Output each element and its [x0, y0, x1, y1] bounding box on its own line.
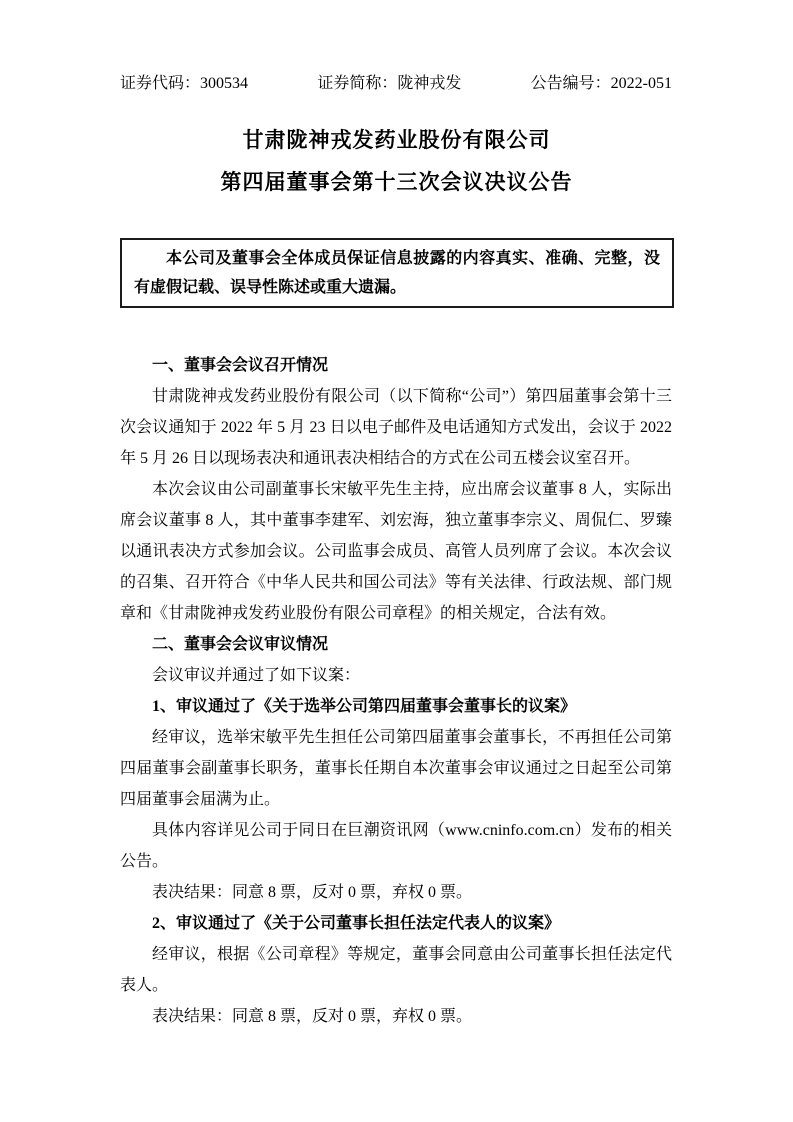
section-2-heading: 二、董事会会议审议情况	[152, 636, 329, 653]
para-meeting-notice: 甘肃陇神戎发药业股份有限公司（以下简称“公司”）第四届董事会第十三次会议通知于 2022 年 5 月 23 日以电子邮件及电话通知方式发出，会议于 2022 年 5 月 26 日以现场表决和通讯表决相结合的方式在公司五楼会议室召开。	[120, 388, 672, 467]
para-meeting-attendance: 本次会议由公司副董事长宋敏平先生主持，应出席会议董事 8 人，实际出席会议董事 8 人，其中董事李建军、刘宏海，独立董事李宗义、周侃仁、罗臻以通讯表决方式参加会议。公司监事会成员、高管人员列席了会议。本次会议的召集、召开符合《中华人民共和国公司法》等有关法律、行政法规、部门规章和《甘肃陇神戎发药业股份有限公司章程》的相关规定，合法有效。	[120, 481, 672, 622]
section-1-heading: 一、董事会会议召开情况	[152, 357, 329, 374]
document-header	[0, 0, 793, 93]
announcement-number: 公告编号：2022-051	[530, 75, 672, 92]
company-title: 甘肃陇神戎发药业股份有限公司	[242, 128, 551, 152]
para-resolutions-intro: 会议审议并通过了如下议案：	[152, 667, 361, 684]
para-item1-reference: 具体内容详见公司于同日在巨潮资讯网（www.cninfo.com.cn）发布的相关公告。	[120, 822, 672, 870]
para-item1-detail: 经审议，选举宋敏平先生担任公司第四届董事会董事长，不再担任公司第四届董事会副董事长职务，董事长任期自本次董事会审议通过之日起至公司第四届董事会届满为止。	[120, 729, 672, 808]
disclaimer-text: 本公司及董事会全体成员保证信息披露的内容真实、准确、完整，没有虚假记载、误导性陈述或重大遗漏。	[134, 250, 660, 296]
vote-result-2: 表决结果：同意 8 票，反对 0 票，弃权 0 票。	[152, 1008, 473, 1025]
meeting-resolution-title: 第四届董事会第十三次会议决议公告	[220, 170, 573, 194]
para-item2-detail: 经审议，根据《公司章程》等规定，董事会同意由公司董事长担任法定代表人。	[120, 946, 672, 994]
document-body	[120, 350, 672, 1032]
item-2-heading: 2、审议通过了《关于公司董事长担任法定代表人的议案》	[152, 915, 561, 932]
item-1-heading: 1、审议通过了《关于选举公司第四届董事会董事长的议案》	[152, 698, 577, 715]
disclaimer-box	[120, 238, 674, 308]
stock-name: 证券简称：陇神戎发	[317, 75, 462, 92]
vote-result-1: 表决结果：同意 8 票，反对 0 票，弃权 0 票。	[152, 884, 473, 901]
stock-code: 证券代码：300534	[120, 75, 249, 92]
